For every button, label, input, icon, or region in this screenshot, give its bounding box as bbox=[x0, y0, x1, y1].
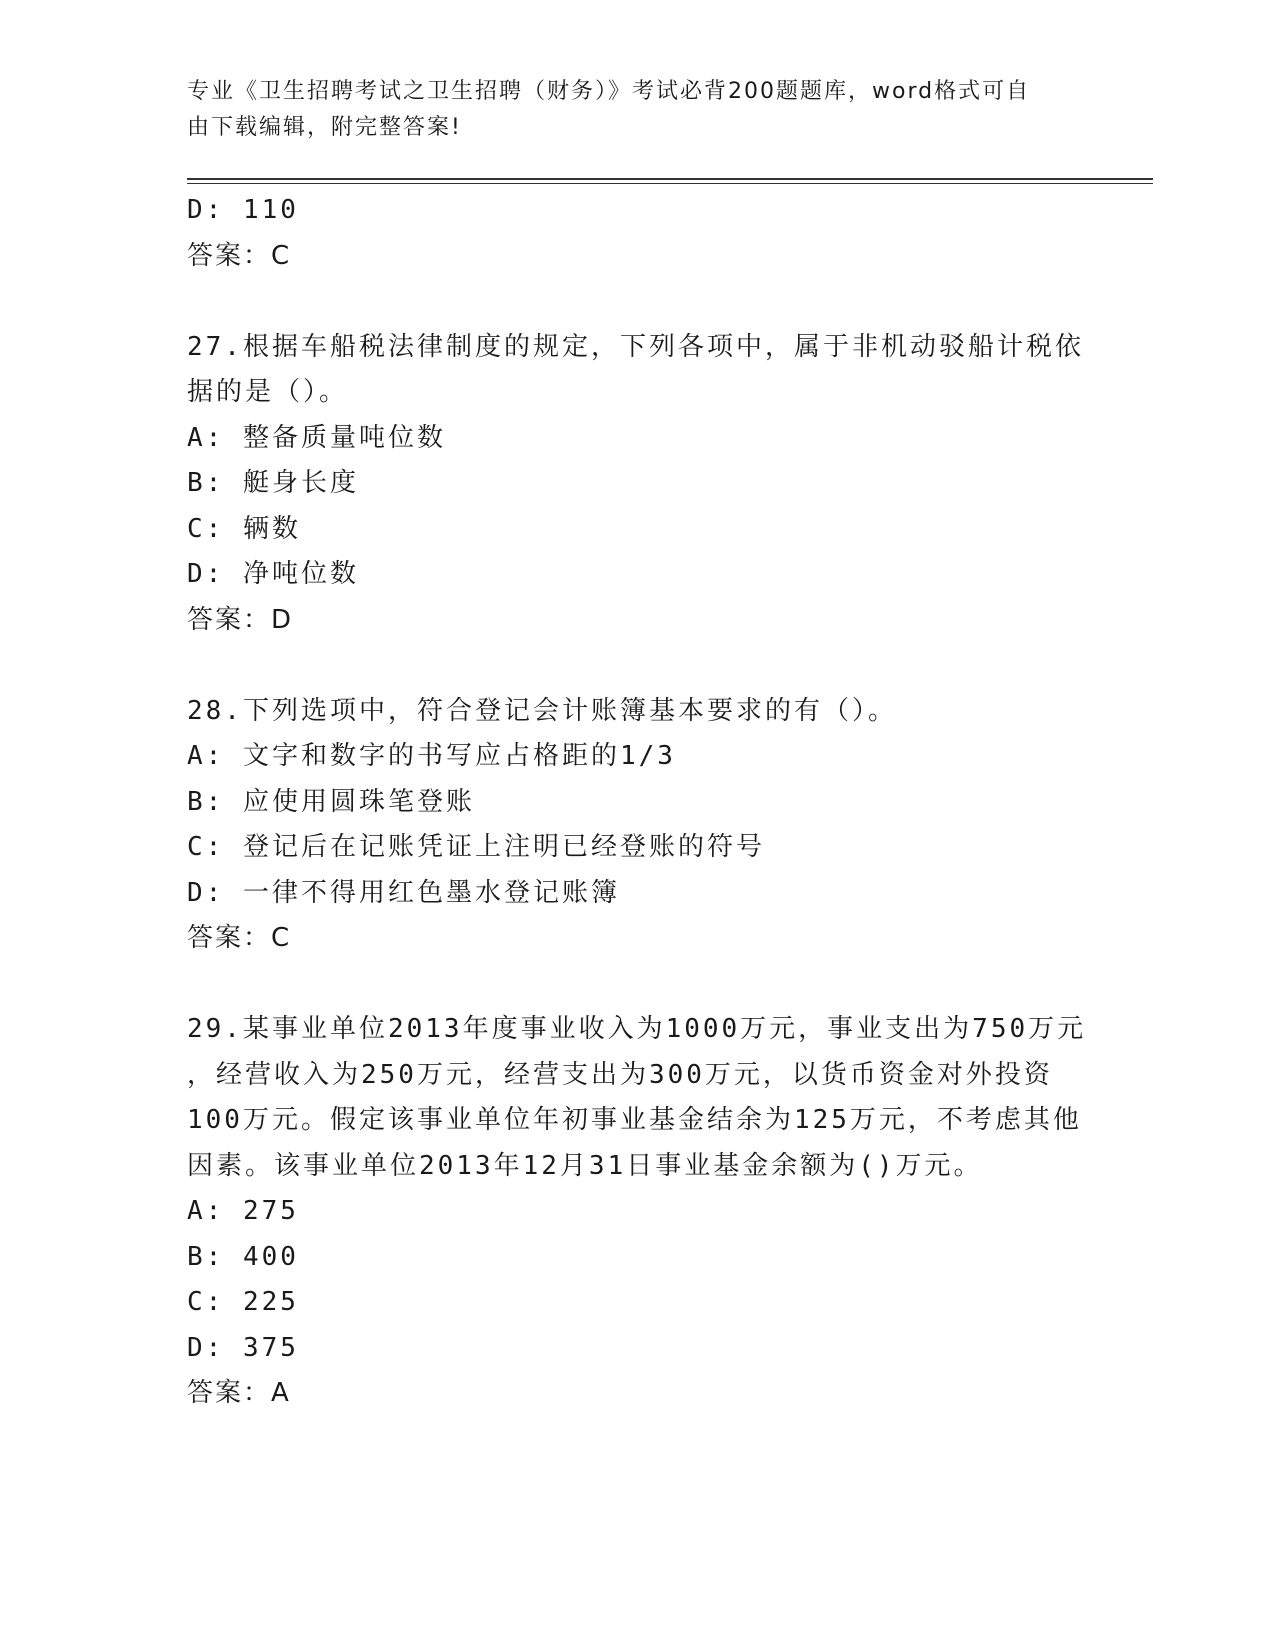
option-d: D: 一律不得用红色墨水登记账簿 bbox=[187, 877, 620, 908]
answer-line: 答案：C bbox=[187, 240, 292, 271]
header-line-1: 专业《卫生招聘考试之卫生招聘（财务）》考试必背200题题库，word格式可自 bbox=[187, 79, 1031, 104]
question-stem: 100万元。假定该事业单位年初事业基金结余为125万元，不考虑其他 bbox=[187, 1105, 1082, 1135]
option-b: B: 艇身长度 bbox=[187, 468, 359, 498]
header-divider-thin bbox=[187, 183, 1153, 184]
question-stem: 28.下列选项中，符合登记会计账簿基本要求的有（）。 bbox=[187, 695, 897, 726]
previous-question-tail bbox=[187, 188, 1087, 279]
spacer bbox=[187, 279, 1087, 325]
question-stem: 因素。该事业单位2013年12月31日事业基金余额为()万元。 bbox=[187, 1150, 983, 1181]
option-c: C: 登记后在记账凭证上注明已经登账的符号 bbox=[187, 832, 765, 862]
option-b: B: 400 bbox=[187, 1241, 299, 1272]
header-divider-thick bbox=[187, 178, 1153, 180]
option-b: B: 应使用圆珠笔登账 bbox=[187, 786, 475, 817]
question-stem: 27.根据车船税法律制度的规定，下列各项中，属于非机动驳船计税依 bbox=[187, 331, 1084, 362]
question-stem: 29.某事业单位2013年度事业收入为1000万元，事业支出为750万元 bbox=[187, 1014, 1087, 1044]
question-stem: ，经营收入为250万元，经营支出为300万元，以货币资金对外投资 bbox=[187, 1059, 1053, 1090]
spacer bbox=[187, 643, 1087, 689]
spacer bbox=[187, 962, 1087, 1008]
option-c: C: 225 bbox=[187, 1287, 299, 1317]
document-header bbox=[187, 74, 1067, 146]
question-27 bbox=[187, 325, 1087, 644]
option-d: D: 净吨位数 bbox=[187, 559, 359, 589]
answer-line: 答案：D bbox=[187, 604, 294, 635]
header-line-2: 由下载编辑，附完整答案! bbox=[187, 115, 462, 140]
answer-line: 答案：A bbox=[187, 1378, 291, 1408]
option-a: A: 文字和数字的书写应占格距的1/3 bbox=[187, 741, 676, 771]
option-d: D: 375 bbox=[187, 1332, 299, 1363]
option-a: A: 275 bbox=[187, 1196, 299, 1226]
option-a: A: 整备质量吨位数 bbox=[187, 422, 446, 453]
document-body bbox=[187, 188, 1087, 1417]
question-29 bbox=[187, 1007, 1087, 1417]
option-d: D: 110 bbox=[187, 195, 299, 225]
option-c: C: 辆数 bbox=[187, 513, 301, 544]
question-stem: 据的是（）。 bbox=[187, 377, 349, 407]
answer-line: 答案：C bbox=[187, 923, 292, 953]
question-28 bbox=[187, 689, 1087, 962]
